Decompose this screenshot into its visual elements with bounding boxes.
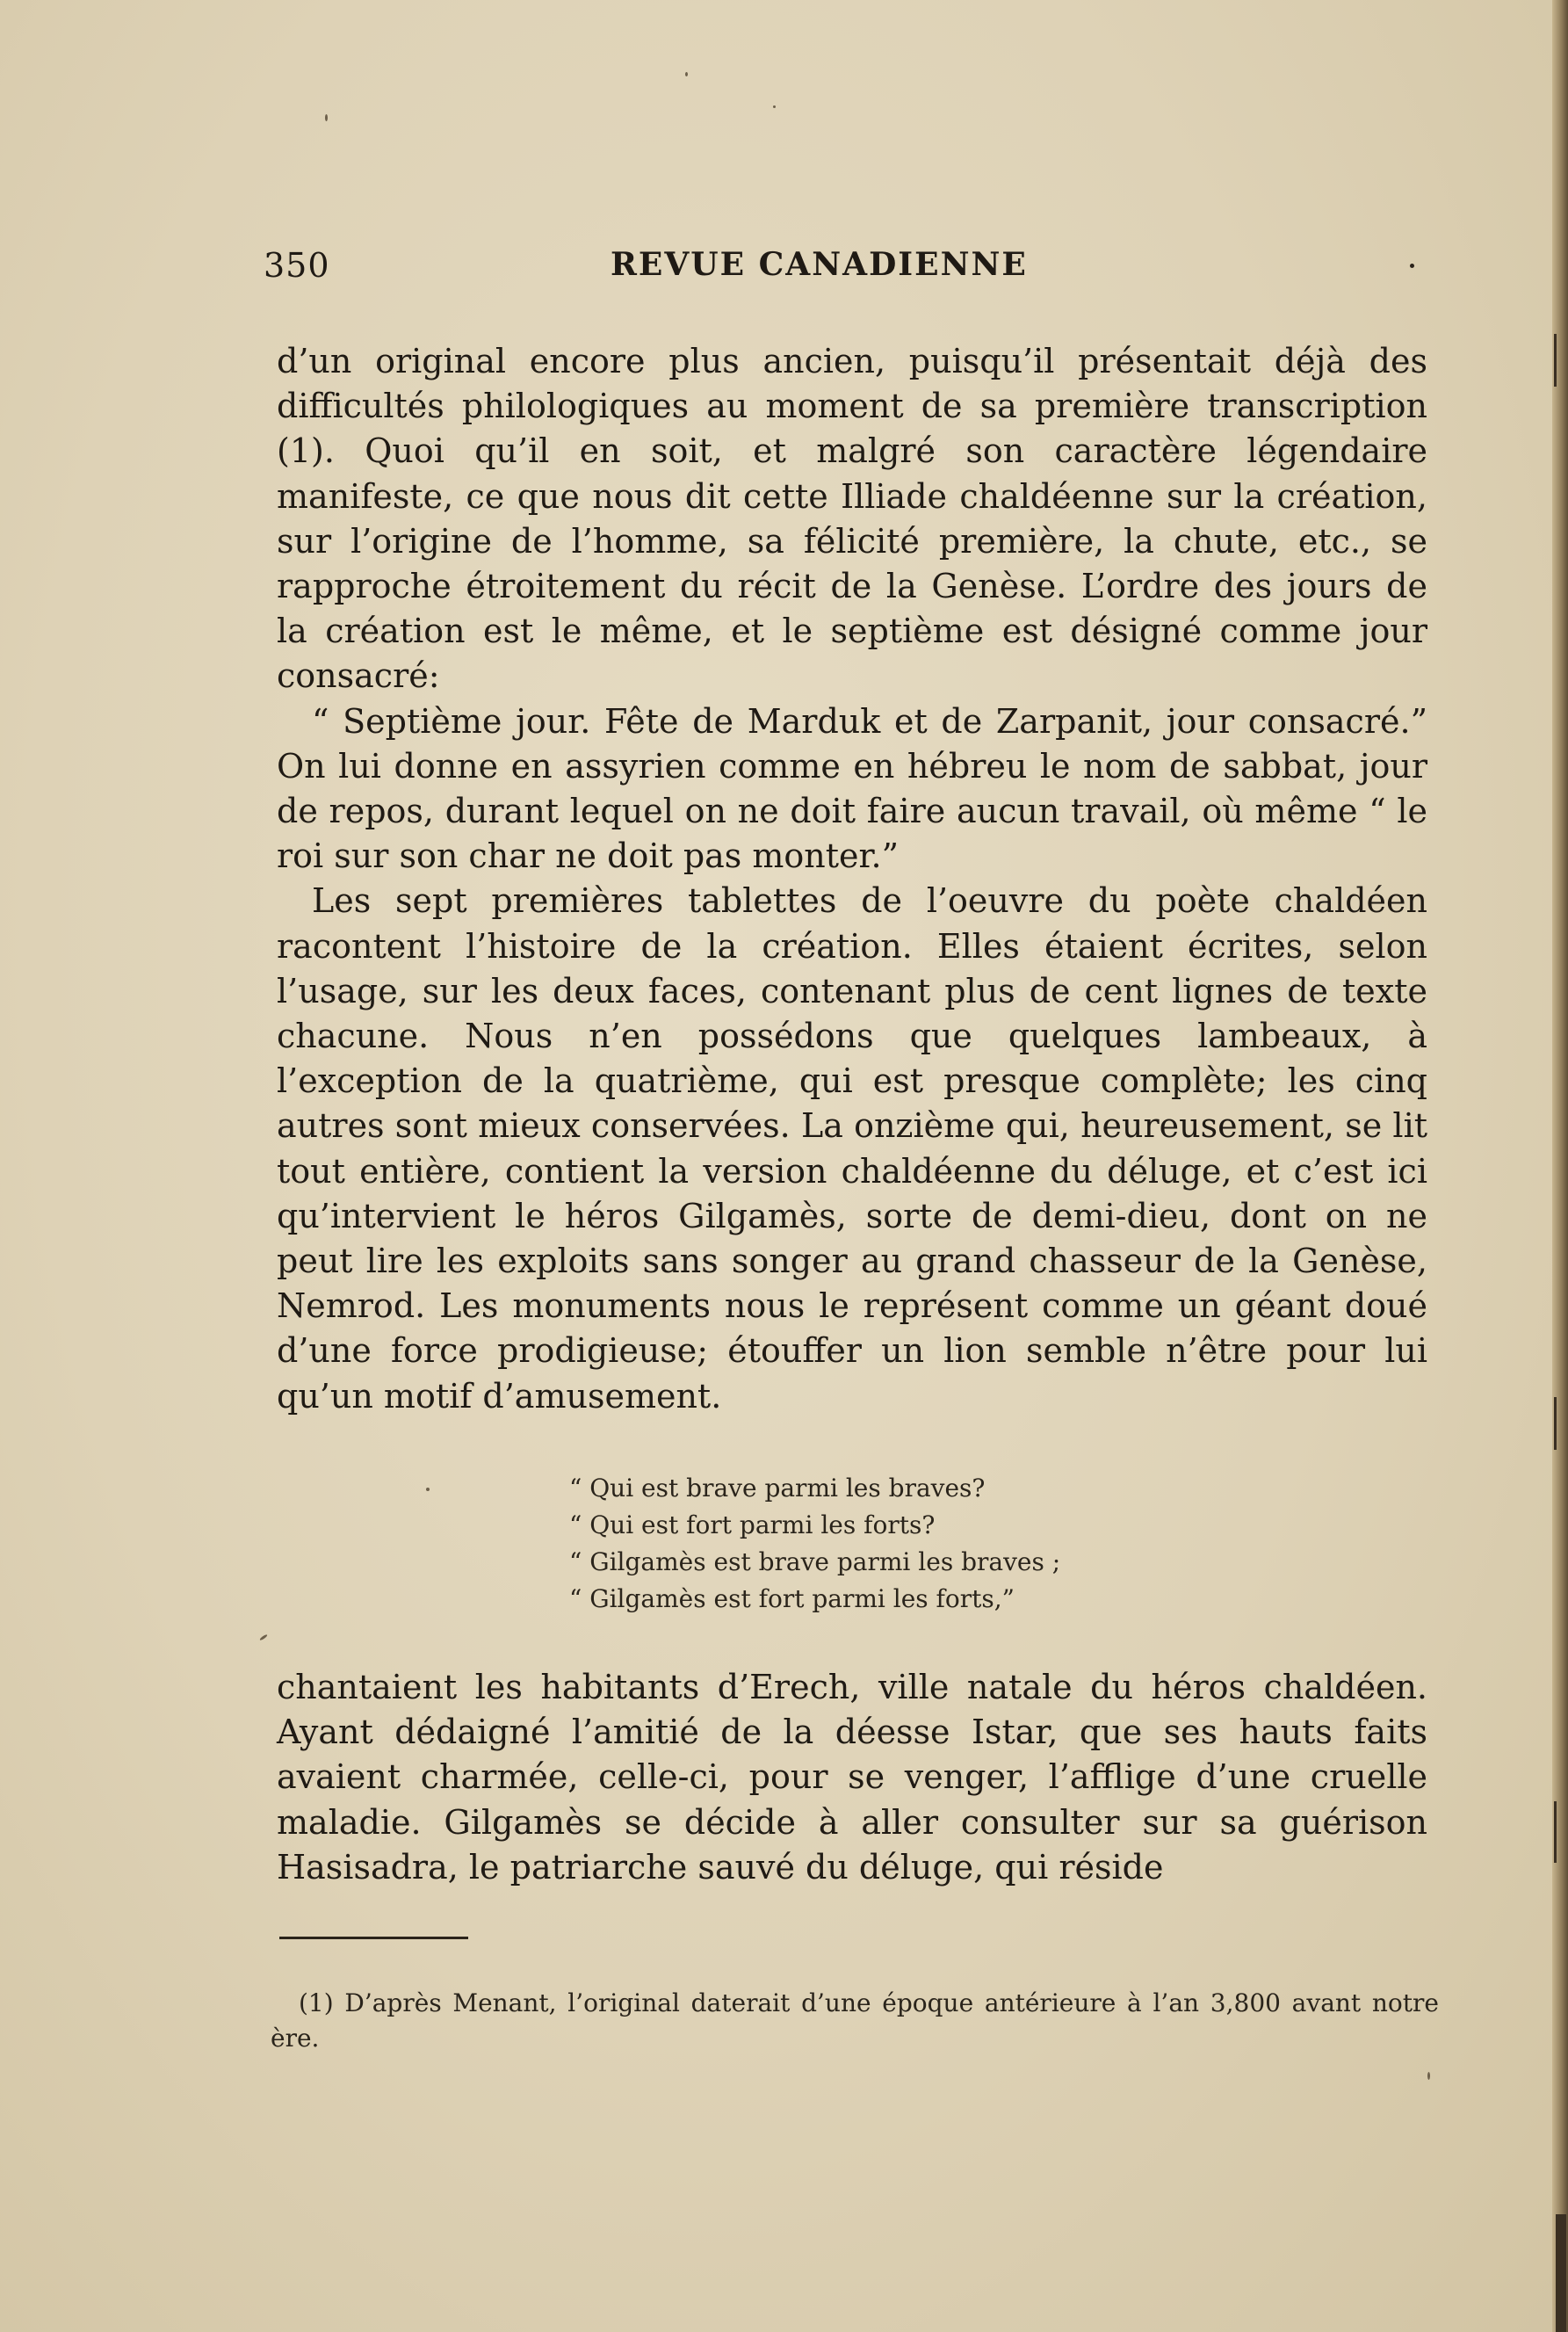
paper-speck: [1427, 2072, 1430, 2080]
paper-speck: [773, 105, 776, 108]
journal-title: REVUE CANADIENNE: [611, 246, 1028, 283]
paper-speck: [426, 1488, 430, 1491]
paragraph-continued: d’un original encore plus ancien, puisqu’il présentait déjà des difficultés philologiques au moment de sa première transcription (1). Quoi qu’il en soit, et malgré son caractère légendaire manifeste, ce que nous dit cette Illiade chaldéenne sur la création, sur l’origine de l’homme, sa félicité première, la chute, etc., se rapproche étroitement du récit de la Genèse. L’ordre des jours de la création est le même, et le septième est désigné comme jour consacré:: [277, 342, 1427, 696]
verse-line: “ Gilgamès est brave parmi les braves ;: [569, 1547, 1061, 1576]
edge-mark: [1554, 1397, 1557, 1450]
page-number: 350: [264, 246, 330, 285]
verse-line: “ Qui est brave parmi les braves?: [569, 1474, 986, 1503]
body-text-lower: [277, 1665, 1427, 1890]
footnote-divider: [279, 1937, 468, 1939]
paragraph-sabbath: “ Septième jour. Fête de Marduk et de Zarpanit, jour consacré.” On lui donne en assyrien comme en hébreu le nom de sabbat, jour de repos, durant lequel on ne doit faire aucun travail, où même “ le roi sur son char ne doit pas monter.”: [277, 701, 1427, 876]
body-text-upper: [277, 339, 1427, 1419]
edge-mark: [1554, 334, 1557, 387]
verse-line: “ Gilgamès est fort parmi les forts,”: [569, 1584, 1015, 1613]
running-head: [264, 246, 1432, 290]
paper-speck: [685, 72, 688, 76]
edge-mark: [1554, 1801, 1557, 1863]
paragraph-tablets: Les sept premières tablettes de l’oeuvre du poète chaldéen racontent l’histoire de la création. Elles étaient écrites, selon l’usage, sur les deux faces, contenant plus de cent lignes de texte chacune. Nous n’en possédons que quelques lambeaux, à l’exception de la quatrième, qui est presque complète; les cinq autres sont mieux conservées. La onzième qui, heureusement, se lit tout entière, contient la version chaldéenne du déluge, et c’est ici qu’intervient le héros Gilgamès, sorte de demi-dieu, dont on ne peut lire les exploits sans songer au grand chasseur de la Genèse, Nemrod. Les monuments nous le représent comme un géant doué d’une force prodigieuse; étouffer un lion semble n’être pour lui qu’un motif d’amusement.: [277, 881, 1427, 1416]
footnote: (1) D’après Menant, l’original daterait d’une époque antérieure à l’an 3,800 avant notre ère.: [271, 1988, 1439, 2053]
paper-speck: [325, 114, 328, 121]
edge-mark: [1556, 2214, 1566, 2332]
verse-line: “ Qui est fort parmi les forts?: [569, 1510, 936, 1539]
page-edge: [1552, 0, 1568, 2332]
paper-speck: [259, 1633, 268, 1640]
paragraph-erech: chantaient les habitants d’Erech, ville natale du héros chaldéen. Ayant dédaigné l’amitié de la déesse Istar, que ses hauts faits avaient charmée, celle-ci, pour se venger, l’afflige d’une cruelle maladie. Gilgamès se décide à aller consulter sur sa guérison Hasisadra, le patriarche sauvé du déluge, qui réside: [277, 1668, 1427, 1887]
decorative-dot: [1410, 264, 1414, 268]
verse-quotation: [569, 1470, 1060, 1618]
